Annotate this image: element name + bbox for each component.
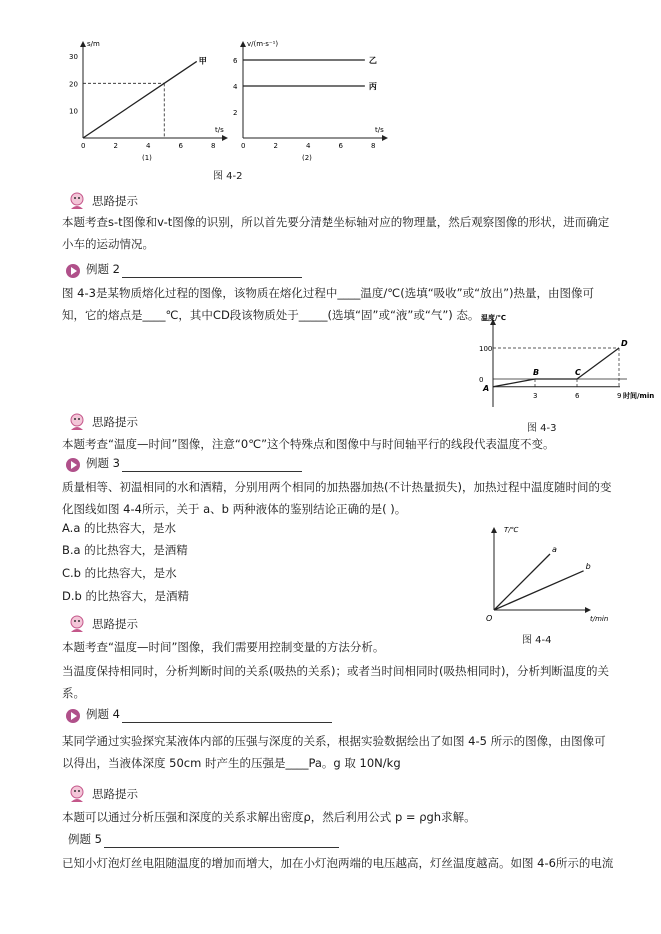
x-tick-label: 4 bbox=[306, 142, 311, 150]
play-icon bbox=[66, 709, 80, 723]
option-b: B.a 的比热容大，是酒精 bbox=[62, 543, 188, 557]
hint-1-header bbox=[66, 191, 138, 211]
example-3-label: 例题 3 bbox=[86, 456, 120, 470]
origin-label: O bbox=[486, 614, 493, 623]
hint-4-text: 本题可以通过分析压强和深度的关系求解出密度ρ，然后利用公式 p = ρgh求解。 bbox=[62, 810, 476, 824]
x-tick-label: 3 bbox=[533, 391, 538, 400]
x-tick-label: 0 bbox=[241, 142, 246, 150]
y-tick-label: 30 bbox=[69, 53, 78, 61]
example-5-text: 已知小灯泡灯丝电阻随温度的增加而增大，加在小灯泡两端的电压越高，灯丝温度越高。如图 4-6所示的电流 bbox=[62, 856, 614, 870]
thinking-mascot-icon bbox=[66, 191, 88, 211]
thinking-mascot-icon bbox=[66, 412, 88, 432]
hint-label: 思路提示 bbox=[92, 415, 138, 429]
x-tick-label: 6 bbox=[338, 142, 343, 150]
y-tick-label: 6 bbox=[233, 57, 238, 65]
x-tick-label: 8 bbox=[371, 142, 376, 150]
x-axis-label: t/s bbox=[375, 126, 384, 134]
example-4-header bbox=[66, 707, 332, 723]
example-3-text: 质量相等、初温相同的水和酒精，分别用两个相同的加热器加热(不计热量损失)，加热过程中温度随时间的变化图线如图 4-4所示，关于 a、b 两种液体的鉴别结论正确的是( )。 bbox=[62, 480, 612, 516]
y-axis-label: s/m bbox=[87, 40, 100, 48]
y-tick-label: 100 bbox=[479, 345, 493, 353]
x-tick-label: 0 bbox=[81, 142, 86, 150]
example-5-label: 例题 5 bbox=[68, 832, 102, 846]
hint-3-text-b: 当温度保持相同时，分析判断时间的关系(吸热的关系)；或者当时间相同时(吸热相同时)，分析判断温度的关系。 bbox=[62, 664, 609, 700]
figure-4-3 bbox=[470, 312, 655, 422]
x-tick-label: 9 bbox=[617, 391, 622, 400]
y-axis-label: v/(m·s⁻¹) bbox=[247, 40, 279, 48]
hint-label: 思路提示 bbox=[92, 787, 138, 801]
y-tick-label: 4 bbox=[233, 83, 238, 91]
option-d: D.b 的比热容大，是酒精 bbox=[62, 589, 189, 603]
y-tick-label: 10 bbox=[69, 107, 78, 116]
chart-title: (1) bbox=[142, 154, 152, 162]
point-label: C bbox=[575, 368, 581, 377]
series-label: 甲 bbox=[198, 56, 207, 66]
example-3-rule bbox=[122, 471, 302, 472]
play-icon bbox=[66, 458, 80, 472]
x-tick-label: 4 bbox=[146, 142, 151, 150]
figure-4-2 bbox=[55, 30, 400, 165]
hint-1-text: 本题考查s-t图像和v-t图像的识别，所以首先要分清楚坐标轴对应的物理量，然后观察图像的形状，进而确定小车的运动情况。 bbox=[62, 215, 610, 251]
series-line bbox=[493, 348, 619, 387]
hint-label: 思路提示 bbox=[92, 617, 138, 631]
figure-4-4 bbox=[478, 522, 618, 627]
option-c: C.b 的比热容大，是水 bbox=[62, 566, 177, 580]
y-axis-label: T/℃ bbox=[504, 526, 519, 534]
point-label: A bbox=[483, 383, 490, 393]
series-label: a bbox=[552, 545, 557, 554]
chart-4-4 bbox=[486, 526, 608, 623]
chart-2 bbox=[233, 40, 387, 162]
series-line bbox=[83, 61, 197, 138]
series-label: 丙 bbox=[368, 82, 377, 91]
x-tick-label: 2 bbox=[113, 142, 118, 150]
play-icon bbox=[66, 264, 80, 278]
hint-2-text: 本题考查“温度—时间”图像，注意“0℃”这个特殊点和图像中与时间轴平行的线段代表温度不变。 bbox=[62, 437, 555, 451]
x-axis-label: t/min bbox=[590, 615, 609, 623]
point-label: B bbox=[533, 368, 540, 377]
figure-4-2-caption: 图 4-2 bbox=[213, 171, 243, 182]
series-line bbox=[494, 571, 584, 610]
example-5-rule bbox=[104, 847, 339, 848]
thinking-mascot-icon bbox=[66, 614, 88, 634]
figure-4-4-caption: 图 4-4 bbox=[522, 635, 552, 646]
example-3-header bbox=[66, 456, 302, 472]
x-axis-label: 时间/min bbox=[623, 391, 655, 400]
hint-3-header bbox=[66, 614, 138, 634]
x-tick-label: 8 bbox=[211, 142, 216, 150]
x-tick-label: 2 bbox=[273, 142, 278, 150]
hint-2-header bbox=[66, 412, 138, 432]
y-axis-label: 温度/℃ bbox=[481, 314, 507, 322]
hint-label: 思路提示 bbox=[92, 194, 138, 208]
example-4-text: 某同学通过实验探究某液体内部的压强与深度的关系，根据实验数据绘出了如图 4-5 所示的图像，由图像可以得出，当液体深度 50cm 时产生的压强是____Pa。g 取 10N/kg bbox=[62, 734, 606, 770]
example-2-rule bbox=[122, 277, 302, 278]
example-2-header bbox=[66, 262, 302, 278]
example-4-label: 例题 4 bbox=[86, 707, 120, 721]
example-5-header bbox=[66, 832, 339, 848]
x-tick-label: 6 bbox=[575, 391, 580, 400]
chart-1 bbox=[69, 40, 227, 162]
hint-3-text-a: 本题考查“温度—时间”图像，我们需要用控制变量的方法分析。 bbox=[62, 640, 385, 654]
chart-4-3 bbox=[479, 313, 654, 407]
chart-title: (2) bbox=[302, 154, 312, 162]
series-label: b bbox=[585, 561, 591, 571]
hint-4-header bbox=[66, 784, 138, 804]
point-label: D bbox=[621, 339, 628, 348]
example-4-rule bbox=[122, 722, 332, 723]
y-tick-label: 20 bbox=[69, 80, 78, 89]
series-line bbox=[494, 554, 550, 610]
series-label: 乙 bbox=[368, 56, 377, 65]
figure-4-3-caption: 图 4-3 bbox=[527, 423, 557, 434]
x-axis-label: t/s bbox=[215, 126, 224, 134]
example-2-text: 图 4-3是某物质熔化过程的图像，该物质在熔化过程中____温度/℃(选填“吸收”或“放出”)热量，由图像可知，它的熔点是____℃，其中CD段该物质处于_____(选填“固”或“液”或“气”) 态。 bbox=[62, 286, 595, 322]
example-2-label: 例题 2 bbox=[86, 262, 120, 276]
option-a: A.a 的比热容大，是水 bbox=[62, 521, 177, 535]
y-tick-label: 2 bbox=[233, 109, 238, 117]
thinking-mascot-icon bbox=[66, 784, 88, 804]
x-tick-label: 6 bbox=[178, 142, 183, 150]
y-tick-label: 0 bbox=[479, 376, 484, 384]
